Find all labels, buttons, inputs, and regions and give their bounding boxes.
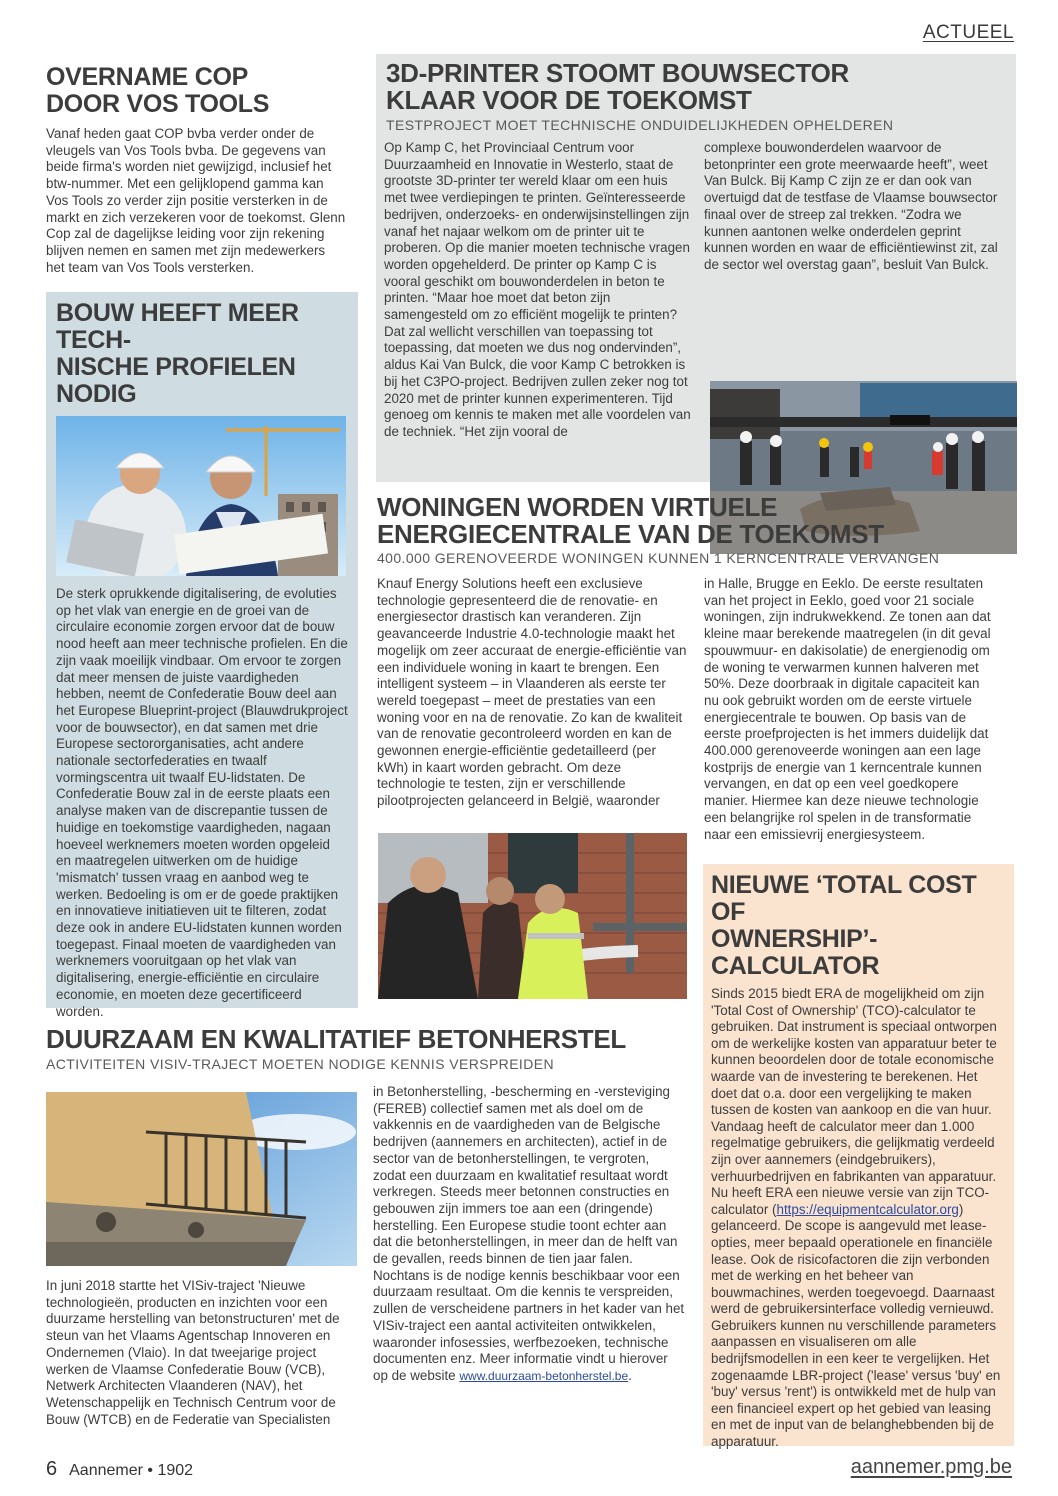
magazine-issue: Aannemer • 1902 bbox=[69, 1462, 194, 1479]
article-body: Sinds 2015 biedt ERA de mogelijkheid om zijn 'Total Cost of Ownership' (TCO)-calculator te gebruiken. Dat instrument is speciaal ontworpen om de werkelijke kosten van apparatuur beter te kunnen beoordelen door de totale economische waarde van de investering te berekenen. Het doet dat o.a. door een vergelijking te maken tussen de kosten van aankoop en die van huur. Vandaag heeft de calculator meer dan 1.000 regelmatige gebruikers, die gelijkmatig verdeeld zijn over aannemers (eindgebruikers), verhuurbedrijven en fabrikanten van apparatuur. Nu heeft ERA een nieuwe versie van zijn TCO-calculator (https://equipmentcalculator.org) gelanceerd. De scope is aangevuld met lease-opties, meer bepaald operationele en financiële lease. Ook de risicofactoren die zijn verbonden met de werking en het beheer van bouwmachines, werden toegevoegd. Daarnaast werd de gebruikersinterface volledig vernieuwd. Gebruikers kunnen nu verschillende parameters aanpassen en visualiseren om alle bedrijfsmodellen in een keer te vergelijken. Het zogenaamde LBR-project ('lease' versus 'buy' en 'buy' versus 'rent') is ontwikkeld met de hulp van een financieel expert op het gebied van leasing en met de input van de belanghebbenden bij de apparatuur. bbox=[711, 986, 1001, 1450]
footer-website-link[interactable]: aannemer.pmg.be bbox=[850, 1456, 1012, 1478]
article-title: DUURZAAM EN KWALITATIEF BETONHERSTEL bbox=[46, 1024, 626, 1054]
article-technische-profielen bbox=[46, 292, 358, 1019]
article-title: OVERNAME COP DOOR VOS TOOLS bbox=[46, 63, 270, 118]
article-body-col2: in Betonherstelling, -bescherming en -versteviging (FEREB) collectief samen met als doel om de vakkennis en de vaardigheden van de Belgische bedrijven (aannemers en architecten), actief in de sector van de betonherstellingen, te vergroten, zodat een duurzaam en kwalitatief resultaat wordt verkregen. Steeds meer betonnen constructies en gebouwen zijn immers toe aan een (dringende) herstelling. Een Europese studie toont echter aan dat die betonherstellingen, in meer dan de helft van de gevallen, reeds binnen de tien jaar falen. Nochtans is de nodige kennis beschikbaar voor een duurzaam resultaat. Om die kennis te verspreiden, zullen de verscheidene partners in het kader van het VISiv-traject een aantal activiteiten ontwikkelen, waaronder infosessies, werfbezoeken, technische documenten enz. Meer informatie vindt u hierover op de website www.duurzaam-betonherstel.be. bbox=[373, 1084, 685, 1383]
photo-engineers-hardhats bbox=[56, 416, 346, 576]
article-subtitle: TESTPROJECT MOET TECHNISCHE ONDUIDELIJKHEDEN OPHELDEREN bbox=[386, 117, 894, 133]
article-body-col1: In juni 2018 startte het VISiv-traject 'Nieuwe technologieën, producten en inzichten voor een duurzame herstelling van betonstructuren' met de steun van het Vlaams Agentschap Innoveren en Ondernemen (Vlaio). In dat tweejarige project werken de Vlaamse Confederatie Bouw (VCB), Netwerk Architecten Vlaanderen (NAV), het Wetenschappelijk en Technisch Centrum voor de Bouw (WTCB) en de Federatie van Specialisten bbox=[46, 1278, 340, 1427]
article-body: De sterk oprukkende digitalisering, de evoluties op het vlak van energie en de groei van de circulaire economie zorgen ervoor dat de bouw nood heeft aan meer technische profielen. En die zijn vaak moeilijk vindbaar. Om ervoor te zorgen dat meer mensen de juiste vaardigheden hebben, neemt de Confederatie Bouw deel aan het Europese Blueprint-project (Blauwdrukproject voor de bouwsector), en dat samen met drie Europese sectororganisaties, acht andere nationale sectorfederaties en twaalf vormingscentra uit twaalf EU-lidstaten. De Confederatie Bouw zal in de eerste plaats een analyse maken van de discrepantie tussen de huidige en toekomstige vaardigheden, nagaan hoeveel werknemers moeten worden opgeleid en maatregelen uitwerken om de huidige 'mismatch' tussen vraag en aanbod weg te werken. Bedoeling is om er de goede praktijken en innovatieve initiatieven uit te filteren, zodat deze ook in andere EU-lidstaten kunnen worden toegepast. Finaal moeten de vaardigheden van werknemers vooruitgaan op het vlak van digitalisering, energie-efficiëntie en circulaire economie, en moeten deze gecertificeerd worden. bbox=[56, 586, 348, 1019]
article-body: Vanaf heden gaat COP bvba verder onder de vleugels van Vos Tools bvba. De gegevens van beide firma's worden niet gewijzigd, inclusief het btw-nummer. Met een gelijklopend gamma kan Vos Tools zo verder zijn positie versterken in de markt en zich verzekeren voor de toekomst. Glenn Cop zal de dagelijkse leiding voor zijn rekening blijven nemen en samen met zijn medewerkers het team van Vos Tools versterken. bbox=[46, 126, 346, 275]
photo-insulation-workers bbox=[378, 833, 687, 999]
section-tag: ACTUEEL bbox=[922, 22, 1014, 43]
article-title: BOUW HEEFT MEER TECH- NISCHE PROFIELEN NODIG bbox=[56, 299, 299, 408]
photo-damaged-balcony bbox=[46, 1092, 357, 1266]
article-betonherstel bbox=[46, 1024, 686, 1427]
article-body-col1: Knauf Energy Solutions heeft een exclusieve technologie gepresenteerd die de renovatie- en energiesector drastisch kan veranderen. Zijn geavanceerde Industrie 4.0-technologie maakt het mogelijk om zeer accuraat de energie-efficiëntie van een individuele woning in kaart te brengen. Een intelligent systeem – in Vlaanderen als eerste ter wereld toegepast – meet de prestaties van een woning voor en na de renovatie. Zo kan de kwaliteit van de renovatie gecontroleerd worden en kan de gewonnen energie-efficiëntie gedetailleerd (per kWh) in kaart worden gebracht. Om deze technologie te testen, zijn er verschillende pilootprojecten gelanceerd in België, waaronder bbox=[377, 576, 687, 809]
article-title: WONINGEN WORDEN VIRTUELE ENERGIECENTRALE VAN DE TOEKOMST bbox=[377, 492, 884, 549]
article-subtitle: 400.000 GERENOVEERDE WONINGEN KUNNEN 1 KERNCENTRALE VERVANGEN bbox=[377, 550, 940, 566]
article-overname-cop bbox=[46, 64, 346, 276]
betonherstel-website-link[interactable]: www.duurzaam-betonherstel.be bbox=[459, 1368, 629, 1383]
article-title: NIEUWE ‘TOTAL COST OF OWNERSHIP’-CALCULATOR bbox=[711, 871, 977, 980]
article-3d-printer bbox=[376, 54, 1016, 482]
article-title: 3D-PRINTER STOOMT BOUWSECTOR KLAAR VOOR DE TOEKOMST bbox=[386, 58, 849, 115]
article-subtitle: ACTIVITEITEN VISIV-TRAJECT MOETEN NODIGE KENNIS VERSPREIDEN bbox=[46, 1056, 554, 1072]
article-body-col2: complexe bouwonderdelen waarvoor de betonprinter een grote meerwaarde heeft”, weet Van Bulck. Bij Kamp C zijn ze er dan ook van overtuigd dat de testfase de Vlaamse bouwsector finaal over de streep zal trekken. “Zodra we kunnen aantonen welke onderdelen geprint kunnen worden en waar de efficiëntiewinst zit, zal de sector wel overstag gaan”, besluit Van Bulck. bbox=[704, 140, 998, 272]
article-virtuele-energiecentrale bbox=[377, 492, 1017, 842]
article-tco-calculator bbox=[703, 864, 1014, 1450]
article-body-col2: in Halle, Brugge en Eeklo. De eerste resultaten van het project in Eeklo, goed voor 21 sociale woningen, zijn indrukwekkend. Ze tonen aan dat kleine maar berekende maatregelen (in dit geval spouwmuur- en dakisolatie) de energienodig om de woning te verwarmen kunnen halveren met 50%. Deze doorbraak in digitale capaciteit kan nu ook gebruikt worden om de eerste virtuele energiecentrale te bouwen. Op basis van de eerste proefprojecten is het immers duidelijk dat 400.000 gerenoveerde woningen aan een lage kostprijs de energie van 1 kerncentrale kunnen vervangen, en dat op een veel goedkopere manier. Hiermee kan deze nieuwe technologie een belangrijke rol spelen in de transformatie naar een emissievrij energiesysteem. bbox=[704, 576, 991, 842]
page-number: 6 bbox=[46, 1458, 58, 1480]
tco-calculator-link[interactable]: https://equipmentcalculator.org bbox=[776, 1201, 959, 1217]
footer-issue bbox=[46, 1458, 193, 1481]
article-body-col1: Op Kamp C, het Provinciaal Centrum voor Duurzaamheid en Innovatie in Westerlo, staat de grootste 3D-printer ter wereld klaar om een huis met twee verdiepingen te printen. Geïnteresseerde bedrijven, onderzoeks- en onderwijsinstellingen zijn vanaf het najaar welkom om de printer uit te proberen. Op die manier moeten technische vragen worden opgehelderd. De printer op Kamp C is vooral geschikt om bouwonderdelen in beton te printen. “Maar hoe moet dat beton zijn samengesteld om zo efficiënt mogelijk te printen? Dat zal wellicht verschillen van toepassing tot toepassing, dat moeten we dus nog ondervinden”, aldus Kai Van Bulck, die voor Kamp C betrokken is bij het C3PO-project. Bedrijven zullen zeker nog tot 2020 met de printer kunnen experimenteren. Tijd genoeg om kennis te maken met alle voordelen van de techniek. “Het zijn vooral de bbox=[384, 140, 691, 439]
